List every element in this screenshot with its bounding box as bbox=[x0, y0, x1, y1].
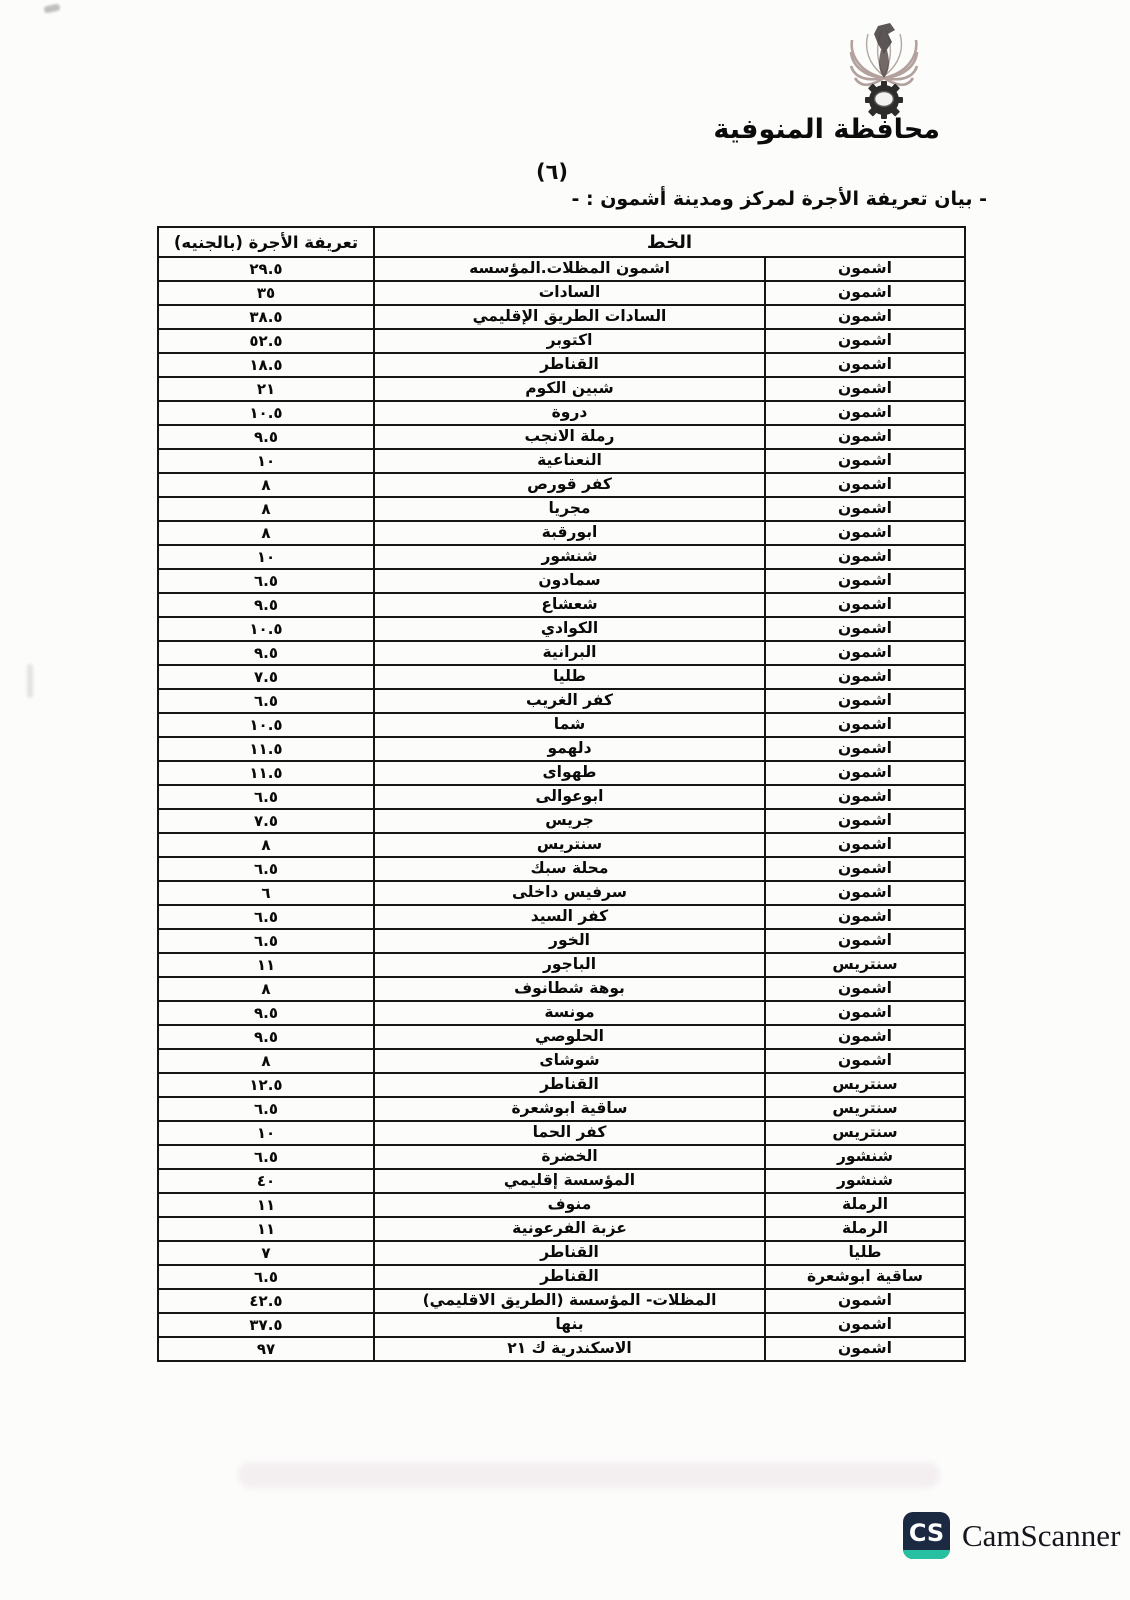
fare-cell: ٩.٥ bbox=[158, 425, 374, 449]
origin-cell: اشمون bbox=[765, 1001, 965, 1025]
line-cell: شبين الكوم bbox=[374, 377, 765, 401]
table-row bbox=[158, 545, 965, 569]
line-cell: طليا bbox=[374, 665, 765, 689]
origin-cell: اشمون bbox=[765, 377, 965, 401]
fare-cell: ١٠ bbox=[158, 449, 374, 473]
table-row bbox=[158, 809, 965, 833]
scan-smudge bbox=[27, 664, 33, 698]
line-cell: ساقية ابوشعرة bbox=[374, 1097, 765, 1121]
table-row bbox=[158, 713, 965, 737]
table-row bbox=[158, 1265, 965, 1289]
line-cell: القناطر bbox=[374, 1265, 765, 1289]
origin-cell: اشمون bbox=[765, 665, 965, 689]
table-row bbox=[158, 737, 965, 761]
table-row bbox=[158, 665, 965, 689]
line-cell: السادات bbox=[374, 281, 765, 305]
fare-cell: ٤٠ bbox=[158, 1169, 374, 1193]
page-number: (٦) bbox=[535, 160, 569, 184]
table-row bbox=[158, 1145, 965, 1169]
fare-cell: ٤٢.٥ bbox=[158, 1289, 374, 1313]
line-cell: كفر الحما bbox=[374, 1121, 765, 1145]
origin-cell: طليا bbox=[765, 1241, 965, 1265]
table-row bbox=[158, 353, 965, 377]
fare-cell: ٩٧ bbox=[158, 1337, 374, 1361]
table-row bbox=[158, 401, 965, 425]
fare-cell: ٦.٥ bbox=[158, 929, 374, 953]
line-cell: شعشاع bbox=[374, 593, 765, 617]
origin-cell: اشمون bbox=[765, 737, 965, 761]
fare-cell: ١١.٥ bbox=[158, 737, 374, 761]
fare-cell: ٨ bbox=[158, 473, 374, 497]
origin-cell: اشمون bbox=[765, 881, 965, 905]
fare-cell: ٦.٥ bbox=[158, 569, 374, 593]
fare-cell: ٩.٥ bbox=[158, 1001, 374, 1025]
table-row bbox=[158, 1169, 965, 1193]
camscanner-initials: CS bbox=[908, 1519, 945, 1547]
fare-cell: ٦.٥ bbox=[158, 1265, 374, 1289]
table-row bbox=[158, 1313, 965, 1337]
fare-table-body bbox=[158, 257, 965, 1361]
fare-cell: ٦.٥ bbox=[158, 785, 374, 809]
line-cell: عزبة الفرعونية bbox=[374, 1217, 765, 1241]
table-row bbox=[158, 689, 965, 713]
origin-cell: اشمون bbox=[765, 761, 965, 785]
origin-cell: اشمون bbox=[765, 281, 965, 305]
fare-cell: ١١ bbox=[158, 1217, 374, 1241]
fare-cell: ١٠ bbox=[158, 1121, 374, 1145]
camscanner-logo-icon bbox=[903, 1512, 950, 1559]
table-row bbox=[158, 569, 965, 593]
origin-cell: اشمون bbox=[765, 545, 965, 569]
line-cell: ابورقبة bbox=[374, 521, 765, 545]
line-cell: دلهمو bbox=[374, 737, 765, 761]
line-cell: رملة الانجب bbox=[374, 425, 765, 449]
table-row bbox=[158, 1049, 965, 1073]
line-cell: المظلات- المؤسسة (الطريق الاقليمي) bbox=[374, 1289, 765, 1313]
fare-cell: ١٠.٥ bbox=[158, 713, 374, 737]
table-row bbox=[158, 1193, 965, 1217]
table-row bbox=[158, 281, 965, 305]
table-row bbox=[158, 1001, 965, 1025]
document-subtitle: - بيان تعريفة الأجرة لمركز ومدينة أشمون : - bbox=[571, 188, 987, 210]
origin-cell: اشمون bbox=[765, 521, 965, 545]
fare-cell: ٢٩.٥ bbox=[158, 257, 374, 281]
line-cell: سرفيس داخلى bbox=[374, 881, 765, 905]
origin-cell: اشمون bbox=[765, 593, 965, 617]
line-cell: مجريا bbox=[374, 497, 765, 521]
origin-cell: اشمون bbox=[765, 977, 965, 1001]
fare-cell: ١١ bbox=[158, 1193, 374, 1217]
fare-cell: ١٠.٥ bbox=[158, 617, 374, 641]
fare-cell: ٦.٥ bbox=[158, 857, 374, 881]
fare-column-header: تعريفة الأجرة (بالجنيه) bbox=[158, 227, 374, 257]
table-row bbox=[158, 425, 965, 449]
table-row bbox=[158, 833, 965, 857]
camscanner-brand-name: CamScanner bbox=[962, 1517, 1121, 1553]
line-cell: القناطر bbox=[374, 1241, 765, 1265]
origin-cell: اشمون bbox=[765, 449, 965, 473]
origin-cell: اشمون bbox=[765, 833, 965, 857]
fare-cell: ٨ bbox=[158, 497, 374, 521]
line-cell: محلة سبك bbox=[374, 857, 765, 881]
governorate-title: محافظة المنوفية bbox=[713, 114, 940, 145]
fare-cell: ٥٢.٥ bbox=[158, 329, 374, 353]
fare-cell: ٨ bbox=[158, 833, 374, 857]
origin-cell: الرملة bbox=[765, 1217, 965, 1241]
fare-cell: ٦.٥ bbox=[158, 1097, 374, 1121]
origin-cell: سنتريس bbox=[765, 1121, 965, 1145]
table-row bbox=[158, 641, 965, 665]
table-row bbox=[158, 329, 965, 353]
table-row bbox=[158, 977, 965, 1001]
line-cell: الكوادي bbox=[374, 617, 765, 641]
table-row bbox=[158, 377, 965, 401]
fare-cell: ٣٥ bbox=[158, 281, 374, 305]
table-row bbox=[158, 1289, 965, 1313]
fare-cell: ١١ bbox=[158, 953, 374, 977]
line-cell: شوشاى bbox=[374, 1049, 765, 1073]
line-cell: كفر السيد bbox=[374, 905, 765, 929]
fare-cell: ٨ bbox=[158, 977, 374, 1001]
line-cell: بنها bbox=[374, 1313, 765, 1337]
line-cell: اكتوبر bbox=[374, 329, 765, 353]
origin-cell: سنتريس bbox=[765, 953, 965, 977]
line-cell: المؤسسة إقليمي bbox=[374, 1169, 765, 1193]
table-row bbox=[158, 449, 965, 473]
origin-cell: اشمون bbox=[765, 497, 965, 521]
table-row bbox=[158, 785, 965, 809]
line-cell: سنتريس bbox=[374, 833, 765, 857]
line-cell: سمادون bbox=[374, 569, 765, 593]
fare-cell: ٦.٥ bbox=[158, 905, 374, 929]
fare-cell: ٧ bbox=[158, 1241, 374, 1265]
line-cell: شما bbox=[374, 713, 765, 737]
line-cell: القناطر bbox=[374, 353, 765, 377]
table-row bbox=[158, 1121, 965, 1145]
table-row bbox=[158, 1337, 965, 1361]
table-row bbox=[158, 953, 965, 977]
fare-cell: ٣٧.٥ bbox=[158, 1313, 374, 1337]
origin-cell: اشمون bbox=[765, 305, 965, 329]
table-row bbox=[158, 1025, 965, 1049]
origin-cell: اشمون bbox=[765, 1049, 965, 1073]
origin-cell: سنتريس bbox=[765, 1097, 965, 1121]
origin-cell: اشمون bbox=[765, 425, 965, 449]
table-row bbox=[158, 857, 965, 881]
fare-cell: ١٠ bbox=[158, 545, 374, 569]
scan-smudge bbox=[43, 3, 60, 13]
table-row bbox=[158, 761, 965, 785]
line-cell: كفر الغريب bbox=[374, 689, 765, 713]
origin-cell: الرملة bbox=[765, 1193, 965, 1217]
table-row bbox=[158, 521, 965, 545]
fare-cell: ٩.٥ bbox=[158, 641, 374, 665]
table-row bbox=[158, 593, 965, 617]
origin-cell: اشمون bbox=[765, 689, 965, 713]
line-cell: اشمون المظلات.المؤسسه bbox=[374, 257, 765, 281]
fare-table bbox=[157, 226, 966, 1362]
governorate-eagle-emblem-icon bbox=[838, 20, 930, 122]
line-cell: ابوعوالى bbox=[374, 785, 765, 809]
fare-cell: ٩.٥ bbox=[158, 593, 374, 617]
line-cell: بوهة شطانوف bbox=[374, 977, 765, 1001]
origin-cell: اشمون bbox=[765, 473, 965, 497]
camscanner-watermark bbox=[903, 1512, 1120, 1559]
scan-ghost-band bbox=[238, 1462, 940, 1488]
table-row bbox=[158, 1073, 965, 1097]
origin-cell: اشمون bbox=[765, 353, 965, 377]
line-cell: جريس bbox=[374, 809, 765, 833]
table-row bbox=[158, 473, 965, 497]
origin-cell: اشمون bbox=[765, 905, 965, 929]
origin-cell: اشمون bbox=[765, 857, 965, 881]
table-row bbox=[158, 881, 965, 905]
origin-cell: اشمون bbox=[765, 785, 965, 809]
origin-cell: اشمون bbox=[765, 929, 965, 953]
origin-cell: اشمون bbox=[765, 617, 965, 641]
origin-cell: اشمون bbox=[765, 329, 965, 353]
origin-cell: شنشور bbox=[765, 1145, 965, 1169]
line-cell: الخضرة bbox=[374, 1145, 765, 1169]
line-cell: كفر قورص bbox=[374, 473, 765, 497]
fare-cell: ٦.٥ bbox=[158, 1145, 374, 1169]
line-column-header: الخط bbox=[374, 227, 965, 257]
origin-cell: اشمون bbox=[765, 1289, 965, 1313]
table-row bbox=[158, 257, 965, 281]
fare-cell: ٧.٥ bbox=[158, 809, 374, 833]
line-cell: دروة bbox=[374, 401, 765, 425]
fare-cell: ١٨.٥ bbox=[158, 353, 374, 377]
fare-cell: ٢١ bbox=[158, 377, 374, 401]
line-cell: شنشور bbox=[374, 545, 765, 569]
origin-cell: ساقية ابوشعرة bbox=[765, 1265, 965, 1289]
line-cell: النعناعية bbox=[374, 449, 765, 473]
line-cell: البرانية bbox=[374, 641, 765, 665]
origin-cell: اشمون bbox=[765, 569, 965, 593]
origin-cell: سنتريس bbox=[765, 1073, 965, 1097]
table-header-row bbox=[158, 227, 965, 257]
fare-cell: ٩.٥ bbox=[158, 1025, 374, 1049]
fare-cell: ١٢.٥ bbox=[158, 1073, 374, 1097]
origin-cell: شنشور bbox=[765, 1169, 965, 1193]
fare-cell: ٣٨.٥ bbox=[158, 305, 374, 329]
line-cell: منوف bbox=[374, 1193, 765, 1217]
line-cell: طهواى bbox=[374, 761, 765, 785]
line-cell: الحلوصي bbox=[374, 1025, 765, 1049]
fare-cell: ٨ bbox=[158, 1049, 374, 1073]
table-row bbox=[158, 617, 965, 641]
table-row bbox=[158, 905, 965, 929]
line-cell: الاسكندرية ك ٢١ bbox=[374, 1337, 765, 1361]
table-row bbox=[158, 929, 965, 953]
line-cell: الخور bbox=[374, 929, 765, 953]
origin-cell: اشمون bbox=[765, 1313, 965, 1337]
origin-cell: اشمون bbox=[765, 401, 965, 425]
origin-cell: اشمون bbox=[765, 1025, 965, 1049]
table-row bbox=[158, 1217, 965, 1241]
table-row bbox=[158, 497, 965, 521]
fare-cell: ٦.٥ bbox=[158, 689, 374, 713]
origin-cell: اشمون bbox=[765, 713, 965, 737]
line-cell: السادات الطريق الإقليمي bbox=[374, 305, 765, 329]
line-cell: مونسة bbox=[374, 1001, 765, 1025]
origin-cell: اشمون bbox=[765, 809, 965, 833]
origin-cell: اشمون bbox=[765, 641, 965, 665]
fare-cell: ٧.٥ bbox=[158, 665, 374, 689]
line-cell: القناطر bbox=[374, 1073, 765, 1097]
camscanner-logo-bar bbox=[903, 1550, 950, 1559]
fare-cell: ٨ bbox=[158, 521, 374, 545]
table-row bbox=[158, 1241, 965, 1265]
origin-cell: اشمون bbox=[765, 1337, 965, 1361]
fare-cell: ٦ bbox=[158, 881, 374, 905]
origin-cell: اشمون bbox=[765, 257, 965, 281]
table-row bbox=[158, 1097, 965, 1121]
fare-cell: ١١.٥ bbox=[158, 761, 374, 785]
fare-cell: ١٠.٥ bbox=[158, 401, 374, 425]
line-cell: الباجور bbox=[374, 953, 765, 977]
table-row bbox=[158, 305, 965, 329]
